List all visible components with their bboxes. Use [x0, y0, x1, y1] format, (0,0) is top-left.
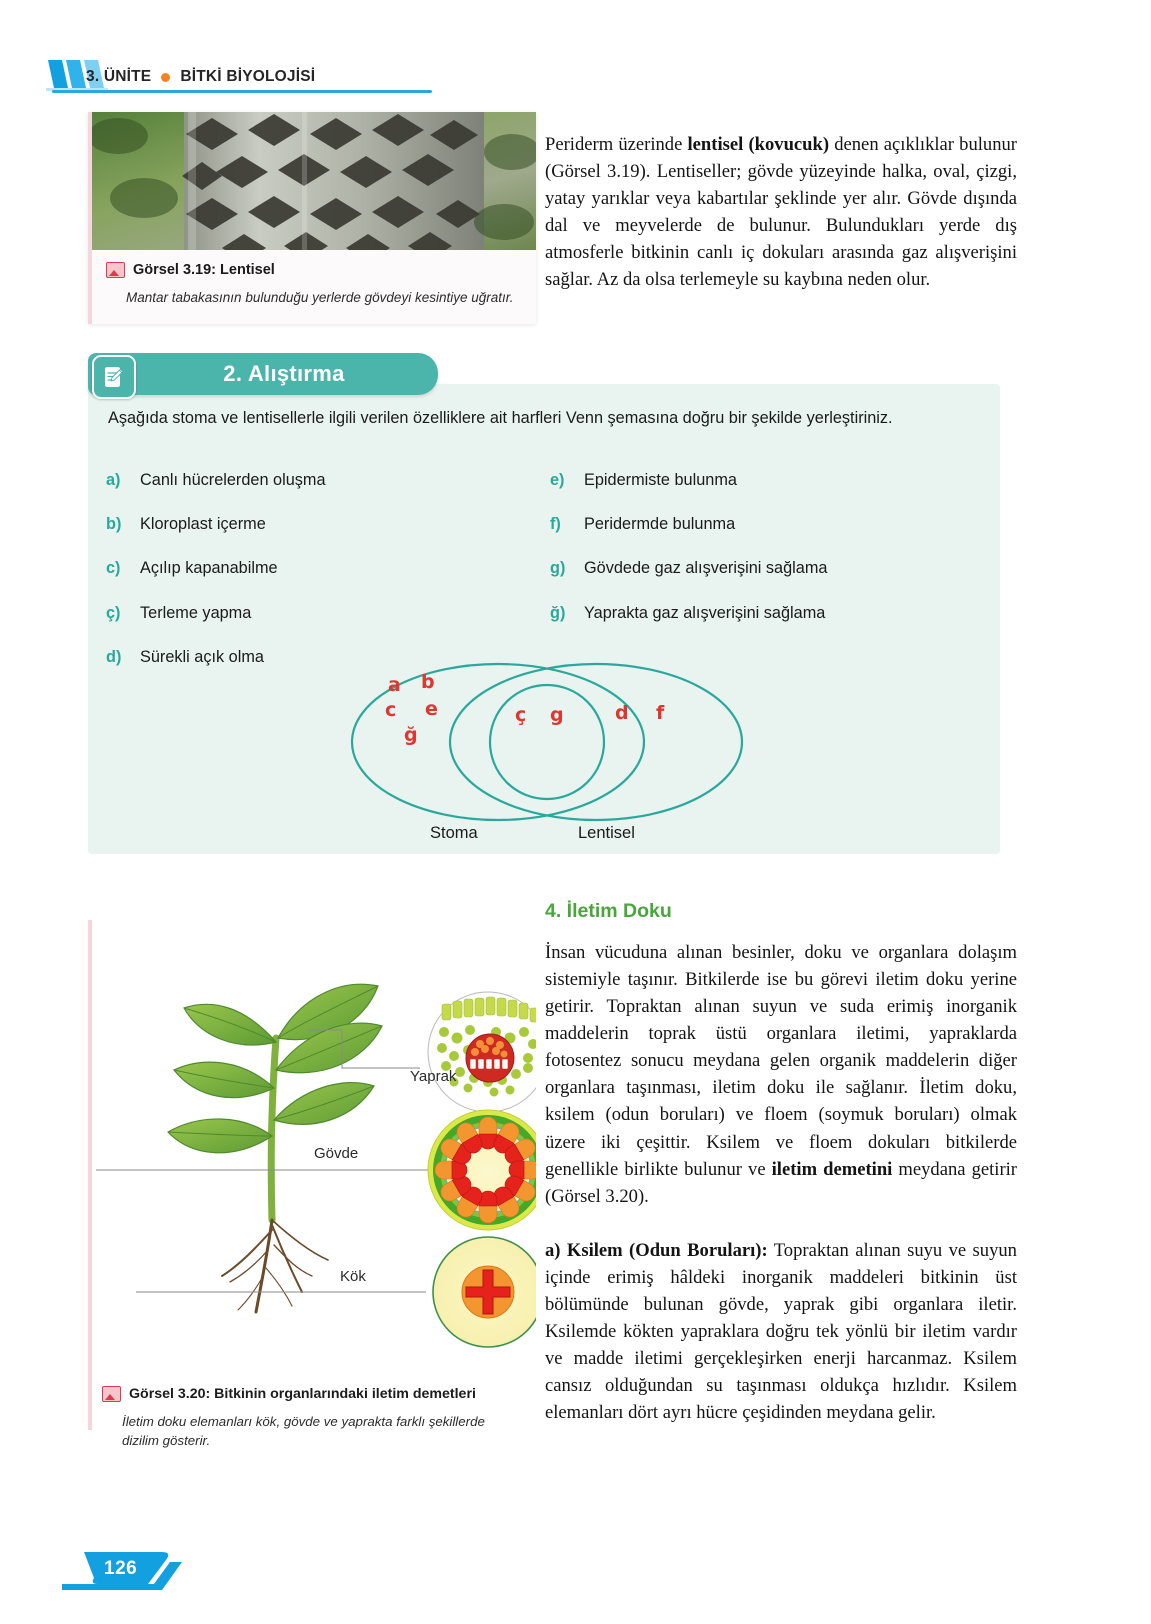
- option-text: Gövdede gaz alışverişini sağlama: [584, 559, 828, 578]
- page-header: [0, 28, 1151, 85]
- intro-text-a: Periderm üzerinde: [545, 133, 688, 155]
- venn-letter: f: [656, 702, 665, 724]
- option-letter: ğ): [550, 603, 566, 622]
- list-item[interactable]: [550, 514, 980, 535]
- venn-letter: b: [421, 671, 435, 693]
- option-text: Peridermde bulunma: [584, 515, 736, 534]
- option-text: Kloroplast içerme: [140, 515, 266, 534]
- option-text: Açılıp kapanabilme: [140, 559, 278, 578]
- venn-right-label: Lentisel: [578, 824, 635, 842]
- figure-3-20-title-text: Görsel 3.20: Bitkinin organlarındaki iletim demetleri: [129, 1386, 476, 1402]
- p1-text-a: İnsan vücuduna alınan besinler, doku ve organlara dolaşım sistemiyle taşınır. Bitkilerde ise bu görevi iletim doku yerine getirir. Topraktan alınan suyun ve suda erimiş inorganik maddelerin toprak üstü organlara iletimi, yapraklarda fotosentez sonucu meydana gelen organik maddelerin diğer organlara taşınması, iletim doku ile sağlanır. İletim doku, ksilem (odun boruları) ve floem (soymuk boruları) olmak üzere iki çeşittir. Ksilem ve floem dokuları bitkilerde genellikle birlikte bulunur ve: [545, 941, 1017, 1180]
- option-letter: g): [550, 559, 566, 578]
- section4-paragraph-2: [545, 1237, 1017, 1427]
- option-letter: f): [550, 515, 561, 534]
- section4-paragraph-1: [545, 939, 1017, 1210]
- exercise-header-tab: [88, 353, 438, 395]
- exercise-options-right: [550, 470, 980, 647]
- lentisel-photo: [92, 112, 536, 250]
- venn-letter: d: [615, 702, 629, 724]
- list-item[interactable]: [106, 470, 536, 491]
- list-item[interactable]: [550, 558, 980, 579]
- bullet-dot-icon: [161, 73, 170, 82]
- list-item[interactable]: [550, 470, 980, 491]
- label-yaprak: Yaprak: [410, 1068, 457, 1085]
- venn-letter: c: [385, 699, 397, 721]
- option-text: Canlı hücrelerden oluşma: [140, 471, 326, 489]
- venn-letter: a: [388, 674, 401, 696]
- list-item[interactable]: [106, 603, 536, 624]
- figure-3-19-card: [88, 112, 536, 324]
- list-item[interactable]: [106, 558, 536, 579]
- bark-illustration: [92, 112, 536, 250]
- option-letter: c): [106, 559, 121, 578]
- page-number: 126: [104, 1558, 138, 1579]
- unit-label: 3. ÜNİTE: [86, 68, 152, 85]
- p2-bold-term: a) Ksilem (Odun Boruları):: [545, 1239, 768, 1261]
- list-item[interactable]: [106, 514, 536, 535]
- option-text: Terleme yapma: [140, 603, 252, 622]
- breadcrumb: [86, 68, 315, 86]
- list-item[interactable]: [550, 603, 980, 624]
- intro-paragraph: [545, 131, 1017, 294]
- notepad-pencil-glyph: [102, 365, 126, 389]
- image-icon: [106, 262, 125, 278]
- subject-label: BİTKİ BİYOLOJİSİ: [180, 68, 316, 85]
- option-letter: d): [106, 647, 122, 666]
- figure-3-20-caption-title: [102, 1386, 476, 1402]
- venn-left-label: Stoma: [430, 824, 478, 842]
- label-govde: Gövde: [314, 1145, 359, 1162]
- plant-organs-diagram: [96, 920, 536, 1352]
- figure-3-19-caption-title: [106, 262, 275, 278]
- figure-3-19-title-text: Görsel 3.19: Lentisel: [133, 262, 275, 278]
- option-text: Epidermiste bulunma: [584, 471, 737, 489]
- plant-illustration: [96, 920, 536, 1352]
- p2-text: Topraktan alınan suyu ve suyun içinde erimiş hâldeki inorganik maddeleri bitkinin üst bölümünde bulunan gövde, yaprak gibi organlara iletir. Ksilemde kökten yapraklara doğru tek yönlü bir iletim vardır ve madde iletimi gerçekleşirken enerji harcanmaz. Ksilem cansız olduğundan su taşınması oldukça hızlıdır. Ksilem elemanları dört ayrı hücre çeşidinden meydana gelir.: [545, 1239, 1017, 1424]
- exercise-title: 2. Alıştırma: [223, 361, 345, 386]
- intro-bold-term: lentisel (kovucuk): [687, 133, 830, 155]
- figure-3-19-caption-text: Mantar tabakasının bulunduğu yerlerde gövdeyi kesintiye uğratır.: [126, 290, 514, 305]
- option-letter: a): [106, 471, 121, 489]
- exercise-panel: [88, 384, 1000, 854]
- option-text: Yaprakta gaz alışverişini sağlama: [584, 603, 826, 622]
- option-letter: b): [106, 515, 122, 534]
- venn-letter: e: [425, 698, 438, 720]
- notepad-pencil-icon: [92, 355, 136, 399]
- label-kok: Kök: [340, 1268, 366, 1285]
- figure-3-20-card: [88, 920, 536, 1449]
- intro-text-b: denen açıklıklar bulunur (Görsel 3.19). Lentiseller; gövde yüzeyinde halka, oval, çizgi, yatay yarıklar veya kabartılar şeklinde yer alır. Gövde dışında dal ve meyvelerde de bulunur. Bulundukları yerde dış atmosferle bitkinin canlı iç dokuları arasında gaz alışverişini sağlar. Az da olsa terlemeyle su kaybına neden olur.: [545, 133, 1017, 291]
- option-letter: ç): [106, 603, 121, 622]
- p1-text-b: meydana getirir (Görsel 3.20).: [545, 1158, 1018, 1207]
- figure-3-20-caption-text: İletim doku elemanları kök, gövde ve yaprakta farklı şekillerde dizilim gösterir.: [122, 1414, 485, 1449]
- option-letter: e): [550, 471, 565, 489]
- p1-bold-term: iletim demetini: [771, 1158, 893, 1180]
- header-divider: [52, 90, 432, 93]
- image-icon: [102, 1386, 121, 1402]
- option-text: Sürekli açık olma: [140, 647, 264, 666]
- venn-letter: ğ: [404, 724, 418, 746]
- venn-letter: ç: [515, 704, 527, 726]
- page-title: 4. İletim Doku: [545, 900, 672, 923]
- exercise-prompt: Aşağıda stoma ve lentisellerle ilgili verilen özelliklere ait harfleri Venn şemasına doğru bir şekilde yerleştiriniz.: [108, 409, 893, 427]
- venn-letter: g: [550, 704, 564, 726]
